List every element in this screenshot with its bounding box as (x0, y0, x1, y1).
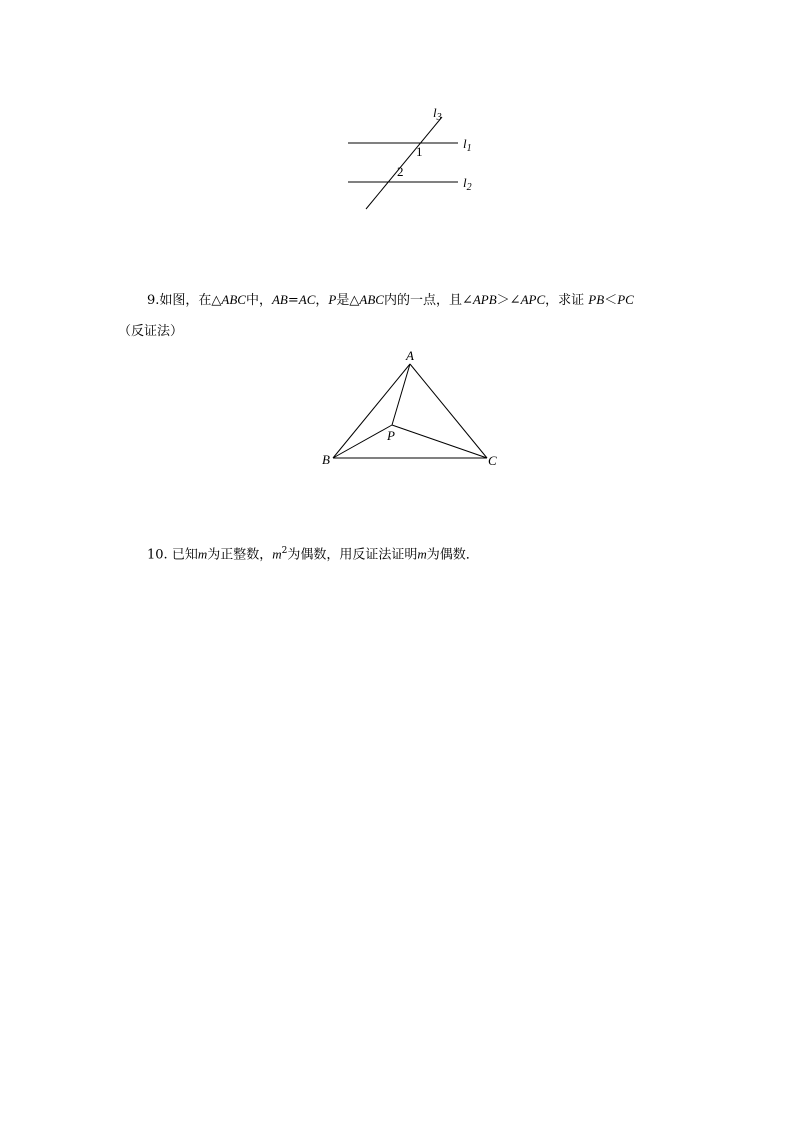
q9-gt: ＞∠ (496, 293, 521, 308)
line-l3 (366, 117, 442, 209)
label-l1: $l_1$ (463, 136, 472, 154)
q10-square: 2 (281, 546, 288, 556)
q10-m-1: m (197, 546, 208, 562)
q9-text-2: 中， (245, 293, 272, 308)
parallel-lines-svg (330, 100, 490, 220)
q10-m-3: m (417, 546, 427, 562)
triangle-svg (315, 345, 515, 475)
label-angle-1: 1 (416, 144, 423, 159)
q9-text-1: 如图，在△ (159, 293, 222, 308)
q10-text-1: 已知 (171, 547, 198, 563)
parallel-lines-figure (330, 100, 490, 220)
q9-abc-2: ABC (359, 292, 384, 307)
question-9 (147, 290, 634, 311)
q10-text-4: 为偶数． (426, 547, 479, 563)
vertex-c-label: C (488, 453, 497, 468)
q9-p: P (328, 292, 337, 307)
q9-lt: ＜ (604, 293, 618, 308)
q10-number: 10. (147, 547, 168, 563)
q9-text-3: ， (315, 293, 329, 308)
q9-ac: AC (298, 292, 316, 307)
point-p-label: P (387, 428, 395, 443)
label-l2: $l_2$ (463, 175, 472, 193)
q9-text-6: ，求证 (545, 293, 585, 308)
triangle-figure (315, 345, 515, 475)
q9-number: 9. (147, 293, 160, 308)
label-l3: $l_3$ (433, 105, 442, 123)
q9-abc-1: ABC (221, 292, 246, 307)
q10-m-2: m (272, 546, 282, 562)
segment-ac (410, 364, 487, 458)
q9-pc: PC (617, 292, 634, 307)
q10-text-3: 为偶数，用反证法证明 (287, 547, 418, 563)
question-9-line-2: （反证法） (118, 324, 184, 339)
segment-ab (333, 364, 410, 458)
label-angle-2: 2 (397, 164, 404, 179)
q9-pb: PB (588, 292, 605, 307)
q9-eq: = (287, 293, 299, 308)
vertex-a-label: A (406, 348, 414, 363)
vertex-b-label: B (322, 452, 330, 467)
q9-ab: AB (271, 292, 288, 307)
segment-pc (392, 425, 487, 458)
question-10 (147, 541, 479, 565)
q9-text-4: 是△ (336, 293, 360, 308)
q9-apc: APC (520, 292, 546, 307)
segment-ap (392, 364, 410, 425)
segment-pb (333, 425, 392, 458)
q9-apb: APB (472, 292, 497, 307)
q10-text-2: 为正整数， (207, 547, 273, 563)
q9-text-5: 内的一点，且∠ (383, 293, 473, 308)
